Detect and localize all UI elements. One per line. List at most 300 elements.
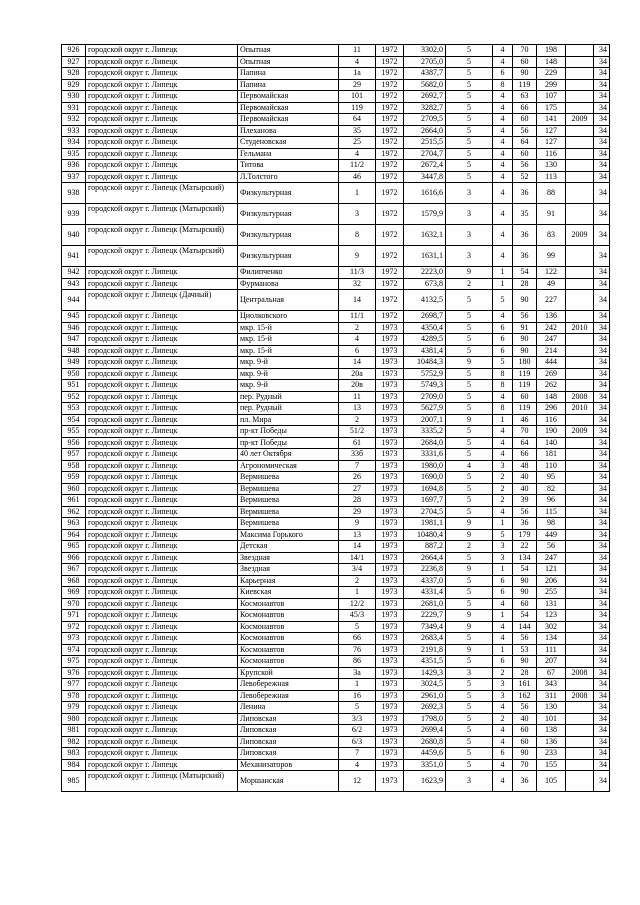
house-number-cell: 1	[339, 183, 376, 204]
residents-cell: 247	[537, 552, 566, 564]
apartments-cell: 64	[513, 437, 537, 449]
entrances-cell: 4	[493, 114, 513, 126]
residents-cell: 110	[537, 460, 566, 472]
row-number-cell: 962	[62, 506, 86, 518]
repair-year-cell: 2009	[566, 426, 594, 438]
total-area-cell: 2699,4	[404, 725, 446, 737]
street-cell: Максима Горького	[238, 529, 339, 541]
locality-cell: городской округ г. Липецк	[86, 702, 238, 714]
street-cell: Опытная	[238, 45, 339, 57]
street-cell: 40 лет Октября	[238, 449, 339, 461]
table-row	[62, 334, 610, 346]
repair-year-cell: 2008	[566, 690, 594, 702]
apartments-cell: 161	[513, 679, 537, 691]
code-cell: 34	[594, 702, 610, 714]
total-area-cell: 2704,7	[404, 148, 446, 160]
house-number-cell: 6/2	[339, 725, 376, 737]
apartments-cell: 53	[513, 644, 537, 656]
floors-cell: 9	[446, 644, 493, 656]
house-number-cell: 4	[339, 759, 376, 771]
floors-cell: 5	[446, 368, 493, 380]
table-row	[62, 204, 610, 225]
row-number-cell: 971	[62, 610, 86, 622]
table-row	[62, 68, 610, 80]
year-built-cell: 1973	[376, 391, 404, 403]
year-built-cell: 1972	[376, 171, 404, 183]
residents-cell: 105	[537, 771, 566, 792]
house-number-cell: 64	[339, 114, 376, 126]
apartments-cell: 36	[513, 771, 537, 792]
house-number-cell: 7	[339, 460, 376, 472]
year-built-cell: 1973	[376, 748, 404, 760]
table-row	[62, 345, 610, 357]
locality-cell: городской округ г. Липецк	[86, 495, 238, 507]
total-area-cell: 7349,4	[404, 621, 446, 633]
residents-cell: 190	[537, 426, 566, 438]
apartments-cell: 48	[513, 460, 537, 472]
apartments-cell: 91	[513, 322, 537, 334]
repair-year-cell	[566, 449, 594, 461]
code-cell: 34	[594, 748, 610, 760]
total-area-cell: 887,2	[404, 541, 446, 553]
apartments-cell: 162	[513, 690, 537, 702]
repair-year-cell	[566, 552, 594, 564]
entrances-cell: 6	[493, 334, 513, 346]
table-row	[62, 225, 610, 246]
table-row	[62, 690, 610, 702]
repair-year-cell	[566, 679, 594, 691]
locality-cell: городской округ г. Липецк	[86, 380, 238, 392]
house-number-cell: 101	[339, 91, 376, 103]
house-number-cell: 3а	[339, 667, 376, 679]
locality-cell: городской округ г. Липецк	[86, 322, 238, 334]
code-cell: 34	[594, 759, 610, 771]
total-area-cell: 2664,0	[404, 125, 446, 137]
repair-year-cell	[566, 334, 594, 346]
residents-cell: 91	[537, 204, 566, 225]
code-cell: 34	[594, 246, 610, 267]
locality-cell: городской округ г. Липецк	[86, 160, 238, 172]
residents-cell: 107	[537, 91, 566, 103]
apartments-cell: 46	[513, 414, 537, 426]
residents-cell: 343	[537, 679, 566, 691]
floors-cell: 5	[446, 748, 493, 760]
apartments-cell: 60	[513, 148, 537, 160]
locality-cell: городской округ г. Липецк	[86, 587, 238, 599]
floors-cell: 5	[446, 426, 493, 438]
year-built-cell: 1973	[376, 414, 404, 426]
repair-year-cell	[566, 45, 594, 57]
year-built-cell: 1973	[376, 587, 404, 599]
floors-cell: 5	[446, 679, 493, 691]
residents-cell: 67	[537, 667, 566, 679]
street-cell: Липовская	[238, 736, 339, 748]
floors-cell: 5	[446, 79, 493, 91]
row-number-cell: 936	[62, 160, 86, 172]
street-cell: Детская	[238, 541, 339, 553]
locality-cell: городской округ г. Липецк	[86, 748, 238, 760]
house-number-cell: 32	[339, 278, 376, 290]
table-row	[62, 449, 610, 461]
residents-cell: 242	[537, 322, 566, 334]
street-cell: Космонавтов	[238, 644, 339, 656]
apartments-cell: 39	[513, 495, 537, 507]
floors-cell: 5	[446, 334, 493, 346]
total-area-cell: 1579,9	[404, 204, 446, 225]
code-cell: 34	[594, 357, 610, 369]
entrances-cell: 4	[493, 125, 513, 137]
entrances-cell: 3	[493, 460, 513, 472]
repair-year-cell	[566, 736, 594, 748]
code-cell: 34	[594, 204, 610, 225]
year-built-cell: 1973	[376, 656, 404, 668]
repair-year-cell	[566, 148, 594, 160]
code-cell: 34	[594, 610, 610, 622]
entrances-cell: 4	[493, 204, 513, 225]
residents-cell: 444	[537, 357, 566, 369]
residents-cell: 175	[537, 102, 566, 114]
table-row	[62, 267, 610, 279]
entrances-cell: 4	[493, 56, 513, 68]
entrances-cell: 2	[493, 495, 513, 507]
total-area-cell: 1623,9	[404, 771, 446, 792]
residents-cell: 115	[537, 506, 566, 518]
repair-year-cell	[566, 414, 594, 426]
repair-year-cell	[566, 380, 594, 392]
residents-cell: 233	[537, 748, 566, 760]
apartments-cell: 90	[513, 68, 537, 80]
street-cell: Циолковского	[238, 311, 339, 323]
table-row	[62, 483, 610, 495]
house-number-cell: 11/3	[339, 267, 376, 279]
row-number-cell: 935	[62, 148, 86, 160]
street-cell: Первомайская	[238, 91, 339, 103]
row-number-cell: 945	[62, 311, 86, 323]
floors-cell: 5	[446, 114, 493, 126]
residents-cell: 141	[537, 114, 566, 126]
code-cell: 34	[594, 91, 610, 103]
street-cell: мкр. 15-й	[238, 322, 339, 334]
street-cell: Ленина	[238, 702, 339, 714]
street-cell: Филипченко	[238, 267, 339, 279]
repair-year-cell	[566, 472, 594, 484]
apartments-cell: 36	[513, 246, 537, 267]
code-cell: 34	[594, 345, 610, 357]
apartments-cell: 119	[513, 368, 537, 380]
locality-cell: городской округ г. Липецк	[86, 541, 238, 553]
floors-cell: 5	[446, 56, 493, 68]
code-cell: 34	[594, 495, 610, 507]
entrances-cell: 3	[493, 541, 513, 553]
code-cell: 34	[594, 621, 610, 633]
locality-cell: городской округ г. Липецк	[86, 102, 238, 114]
floors-cell: 5	[446, 68, 493, 80]
total-area-cell: 2684,0	[404, 437, 446, 449]
apartments-cell: 180	[513, 357, 537, 369]
table-row	[62, 771, 610, 792]
year-built-cell: 1973	[376, 552, 404, 564]
street-cell: Первомайская	[238, 102, 339, 114]
table-row	[62, 598, 610, 610]
repair-year-cell	[566, 644, 594, 656]
code-cell: 34	[594, 56, 610, 68]
total-area-cell: 3335,2	[404, 426, 446, 438]
total-area-cell: 1632,1	[404, 225, 446, 246]
apartments-cell: 90	[513, 575, 537, 587]
repair-year-cell	[566, 246, 594, 267]
apartments-cell: 52	[513, 171, 537, 183]
year-built-cell: 1973	[376, 506, 404, 518]
apartments-cell: 28	[513, 278, 537, 290]
house-number-cell: 45/3	[339, 610, 376, 622]
year-built-cell: 1973	[376, 541, 404, 553]
row-number-cell: 947	[62, 334, 86, 346]
floors-cell: 5	[446, 495, 493, 507]
locality-cell: городской округ г. Липецк	[86, 114, 238, 126]
table-row	[62, 171, 610, 183]
floors-cell: 5	[446, 587, 493, 599]
residents-cell: 56	[537, 541, 566, 553]
row-number-cell: 973	[62, 633, 86, 645]
year-built-cell: 1973	[376, 380, 404, 392]
residents-cell: 449	[537, 529, 566, 541]
table-row	[62, 368, 610, 380]
code-cell: 34	[594, 598, 610, 610]
street-cell: мкр. 9-й	[238, 368, 339, 380]
locality-cell: городской округ г. Липецк	[86, 334, 238, 346]
code-cell: 34	[594, 267, 610, 279]
total-area-cell: 3331,6	[404, 449, 446, 461]
apartments-cell: 90	[513, 345, 537, 357]
repair-year-cell	[566, 204, 594, 225]
house-number-cell: 3/4	[339, 564, 376, 576]
floors-cell: 5	[446, 656, 493, 668]
table-row	[62, 391, 610, 403]
entrances-cell: 6	[493, 575, 513, 587]
code-cell: 34	[594, 472, 610, 484]
entrances-cell: 6	[493, 322, 513, 334]
apartments-cell: 70	[513, 45, 537, 57]
street-cell: пр-кт Победы	[238, 426, 339, 438]
repair-year-cell	[566, 759, 594, 771]
house-number-cell: 13	[339, 403, 376, 415]
table-row	[62, 91, 610, 103]
locality-cell: городской округ г. Липецк	[86, 725, 238, 737]
code-cell: 34	[594, 403, 610, 415]
repair-year-cell	[566, 702, 594, 714]
street-cell: Липовская	[238, 713, 339, 725]
row-number-cell: 927	[62, 56, 86, 68]
floors-cell: 3	[446, 667, 493, 679]
locality-cell: городской округ г. Липецк	[86, 403, 238, 415]
entrances-cell: 4	[493, 91, 513, 103]
apartments-cell: 28	[513, 667, 537, 679]
repair-year-cell	[566, 518, 594, 530]
row-number-cell: 967	[62, 564, 86, 576]
entrances-cell: 6	[493, 656, 513, 668]
street-cell: пр-кт Победы	[238, 437, 339, 449]
locality-cell: городской округ г. Липецк	[86, 437, 238, 449]
locality-cell: городской округ г. Липецк	[86, 68, 238, 80]
code-cell: 34	[594, 171, 610, 183]
table-row	[62, 759, 610, 771]
floors-cell: 3	[446, 183, 493, 204]
repair-year-cell	[566, 575, 594, 587]
year-built-cell: 1972	[376, 267, 404, 279]
street-cell: Вермишева	[238, 506, 339, 518]
residents-cell: 198	[537, 45, 566, 57]
total-area-cell: 5627,9	[404, 403, 446, 415]
house-number-cell: 5	[339, 702, 376, 714]
table-row	[62, 748, 610, 760]
total-area-cell: 4337,0	[404, 575, 446, 587]
repair-year-cell	[566, 68, 594, 80]
row-number-cell: 965	[62, 541, 86, 553]
row-number-cell: 972	[62, 621, 86, 633]
row-number-cell: 975	[62, 656, 86, 668]
table-row	[62, 644, 610, 656]
code-cell: 34	[594, 449, 610, 461]
locality-cell: городской округ г. Липецк	[86, 460, 238, 472]
entrances-cell: 3	[493, 690, 513, 702]
row-number-cell: 966	[62, 552, 86, 564]
residents-cell: 255	[537, 587, 566, 599]
table-row	[62, 621, 610, 633]
apartments-cell: 60	[513, 736, 537, 748]
code-cell: 34	[594, 426, 610, 438]
residents-cell: 88	[537, 183, 566, 204]
table-row	[62, 736, 610, 748]
apartments-cell: 119	[513, 79, 537, 91]
total-area-cell: 1690,0	[404, 472, 446, 484]
row-number-cell: 976	[62, 667, 86, 679]
street-cell: пер. Рудный	[238, 403, 339, 415]
year-built-cell: 1972	[376, 114, 404, 126]
row-number-cell: 933	[62, 125, 86, 137]
residents-cell: 148	[537, 391, 566, 403]
floors-cell: 5	[446, 472, 493, 484]
code-cell: 34	[594, 725, 610, 737]
table-row	[62, 495, 610, 507]
house-number-cell: 2	[339, 414, 376, 426]
total-area-cell: 1980,0	[404, 460, 446, 472]
row-number-cell: 970	[62, 598, 86, 610]
street-cell: Агрономическая	[238, 460, 339, 472]
total-area-cell: 2709,5	[404, 114, 446, 126]
repair-year-cell: 2008	[566, 391, 594, 403]
entrances-cell: 8	[493, 79, 513, 91]
repair-year-cell	[566, 529, 594, 541]
locality-cell: городской округ г. Липецк	[86, 564, 238, 576]
street-cell: Фурманова	[238, 278, 339, 290]
house-number-cell: 27	[339, 483, 376, 495]
street-cell: Космонавтов	[238, 598, 339, 610]
total-area-cell: 673,8	[404, 278, 446, 290]
entrances-cell: 4	[493, 437, 513, 449]
floors-cell: 9	[446, 357, 493, 369]
total-area-cell: 2961,0	[404, 690, 446, 702]
residents-cell: 140	[537, 437, 566, 449]
year-built-cell: 1972	[376, 225, 404, 246]
entrances-cell: 5	[493, 290, 513, 311]
locality-cell: городской округ г. Липецк	[86, 426, 238, 438]
row-number-cell: 985	[62, 771, 86, 792]
locality-cell: городской округ г. Липецк	[86, 552, 238, 564]
code-cell: 34	[594, 713, 610, 725]
residents-cell: 111	[537, 644, 566, 656]
year-built-cell: 1973	[376, 368, 404, 380]
residents-cell: 130	[537, 702, 566, 714]
house-number-cell: 13	[339, 529, 376, 541]
table-row	[62, 529, 610, 541]
row-number-cell: 980	[62, 713, 86, 725]
row-number-cell: 926	[62, 45, 86, 57]
house-number-cell: 2	[339, 322, 376, 334]
floors-cell: 3	[446, 225, 493, 246]
locality-cell: городской округ г. Липецк	[86, 391, 238, 403]
residents-cell: 148	[537, 56, 566, 68]
locality-cell: городской округ г. Липецк	[86, 45, 238, 57]
row-number-cell: 928	[62, 68, 86, 80]
table-row	[62, 357, 610, 369]
floors-cell: 5	[446, 102, 493, 114]
house-number-cell: 11/1	[339, 311, 376, 323]
year-built-cell: 1972	[376, 183, 404, 204]
code-cell: 34	[594, 380, 610, 392]
code-cell: 34	[594, 183, 610, 204]
floors-cell: 5	[446, 171, 493, 183]
entrances-cell: 4	[493, 621, 513, 633]
locality-cell: городской округ г. Липецк	[86, 644, 238, 656]
entrances-cell: 1	[493, 610, 513, 622]
locality-cell: городской округ г. Липецк (Матырский)	[86, 225, 238, 246]
code-cell: 34	[594, 160, 610, 172]
row-number-cell: 937	[62, 171, 86, 183]
house-number-cell: 76	[339, 644, 376, 656]
row-number-cell: 979	[62, 702, 86, 714]
code-cell: 34	[594, 541, 610, 553]
row-number-cell: 946	[62, 322, 86, 334]
table-row	[62, 290, 610, 311]
year-built-cell: 1973	[376, 483, 404, 495]
residents-cell: 207	[537, 656, 566, 668]
table-row	[62, 610, 610, 622]
street-cell: Вермишева	[238, 518, 339, 530]
total-area-cell: 4387,7	[404, 68, 446, 80]
residents-cell: 127	[537, 137, 566, 149]
locality-cell: городской округ г. Липецк	[86, 518, 238, 530]
residents-cell: 138	[537, 725, 566, 737]
total-area-cell: 4381,4	[404, 345, 446, 357]
house-number-cell: 1	[339, 587, 376, 599]
floors-cell: 9	[446, 610, 493, 622]
repair-year-cell	[566, 460, 594, 472]
row-number-cell: 974	[62, 644, 86, 656]
entrances-cell: 4	[493, 391, 513, 403]
street-cell: Вермишева	[238, 483, 339, 495]
code-cell: 34	[594, 437, 610, 449]
residents-cell: 136	[537, 736, 566, 748]
house-number-cell: 14/1	[339, 552, 376, 564]
residents-cell: 121	[537, 564, 566, 576]
total-area-cell: 2683,4	[404, 633, 446, 645]
table-row	[62, 633, 610, 645]
residents-cell: 155	[537, 759, 566, 771]
total-area-cell: 2223,0	[404, 267, 446, 279]
table-row	[62, 79, 610, 91]
locality-cell: городской округ г. Липецк	[86, 148, 238, 160]
locality-cell: городской округ г. Липецк	[86, 667, 238, 679]
